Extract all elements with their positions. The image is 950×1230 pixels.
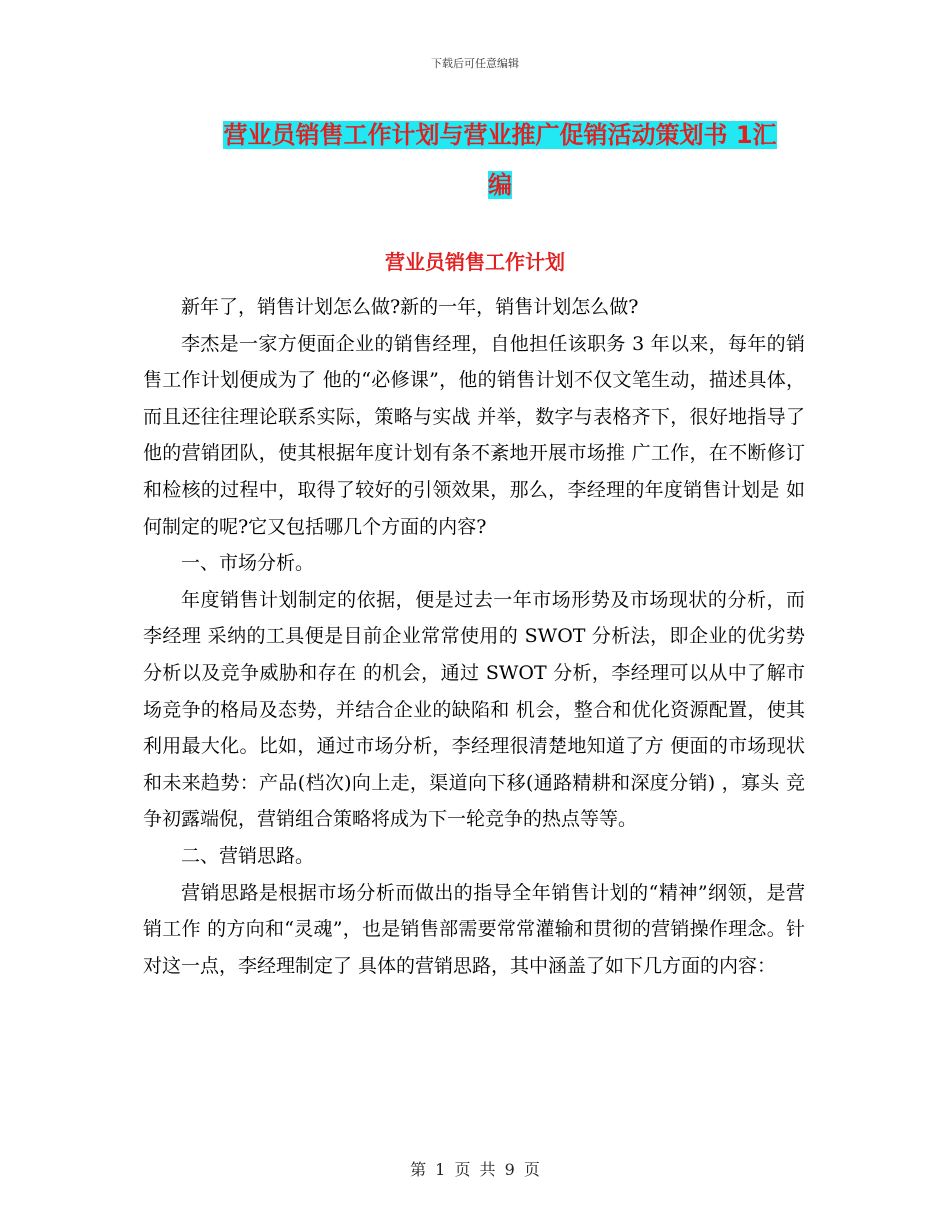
paragraph: 年度销售计划制定的依据，便是过去一年市场形势及市场现状的分析，而李经理 采纳的工具便是目前企业常常使用的 SWOT 分析法，即企业的优劣势分析以及竞争威胁和存在 的机会，通过 SWOT 分析，李经理可以从中了解市场竞争的格局及态势，并结合企业的缺陷和 机会，整合和优化资源配置，使其利用最大化。比如，通过市场分析，李经理很清楚地知道了方 便面的市场现状和未来趋势：产品(档次)向上走，渠道向下移(通路精耕和深度分销) ，寡头 竞争初露端倪，营销组合策略将成为下一轮竞争的热点等等。 bbox=[143, 588, 805, 831]
document-title-line-1: 营业员销售工作计划与营业推广促销活动策划书 1汇 bbox=[223, 121, 777, 149]
page-number: 第 1 页 共 9 页 bbox=[410, 1160, 540, 1179]
page-header: 下载后可任意编辑 bbox=[431, 57, 519, 70]
paragraph: 李杰是一家方便面企业的销售经理，自他担任该职务 3 年以来，每年的销售工作计划便成为了 他的“必修课”，他的销售计划不仅文笔生动，描述具体，而且还往往理论联系实际，策略与实战 并举，数字与表格齐下，很好地指导了他的营销团队，使其根据年度计划有条不紊地开展市场推 广工作，在不断修订和检核的过程中，取得了较好的引领效果，那么，李经理的年度销售计划是 如何制定的呢?它又包括哪几个方面的内容? bbox=[143, 332, 805, 538]
paragraph: 二、营销思路。 bbox=[181, 844, 315, 867]
paragraph: 新年了，销售计划怎么做?新的一年，销售计划怎么做? bbox=[181, 296, 639, 318]
paragraph: 营销思路是根据市场分析而做出的指导全年销售计划的“精神”纲领，是营销工作 的方向和“灵魂”，也是销售部需要常常灌输和贯彻的营销操作理念。针对这一点，李经理制定了 具体的营销思路，其中涵盖了如下几方面的内容： bbox=[143, 881, 805, 977]
section-title: 营业员销售工作计划 bbox=[385, 250, 565, 274]
paragraph: 一、市场分析。 bbox=[181, 552, 315, 575]
document-title-line-2: 编 bbox=[488, 171, 512, 199]
document-title bbox=[190, 110, 810, 210]
body-text bbox=[143, 289, 805, 984]
